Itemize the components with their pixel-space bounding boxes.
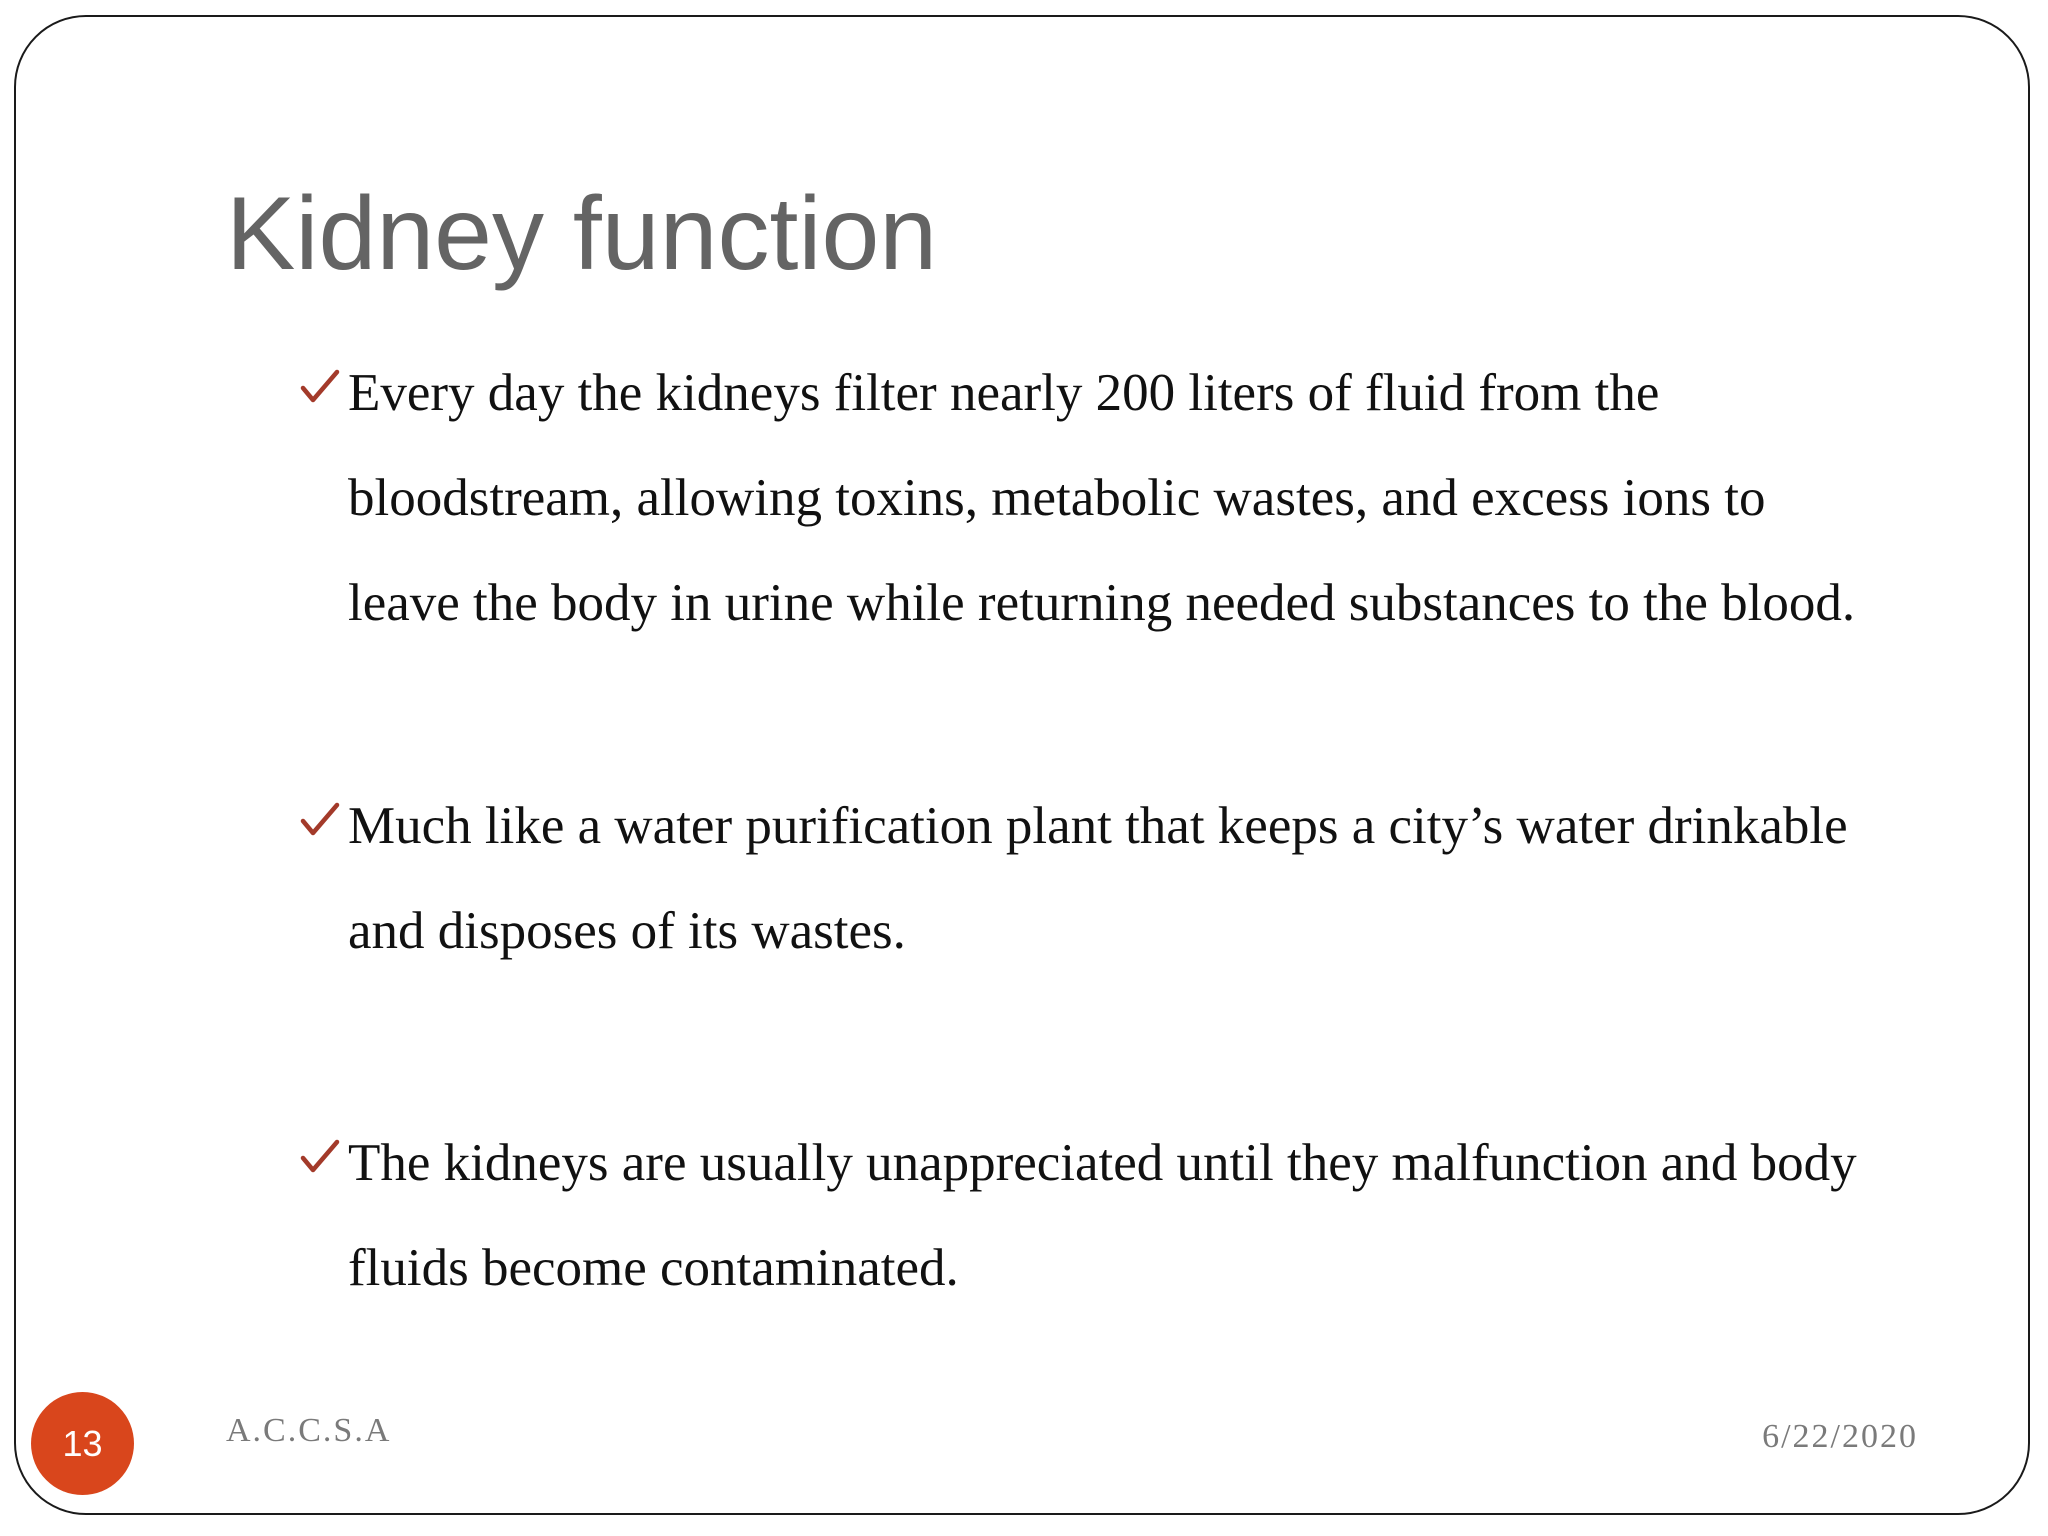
footer-author: A.C.C.S.A — [226, 1412, 392, 1449]
bullet-item — [300, 1111, 1880, 1321]
bullet-item — [300, 774, 1880, 984]
bullet-text: The kidneys are usually unappreciated until they malfunction and body fluids become contaminated. — [348, 1134, 1857, 1297]
bullet-text: Much like a water purification plant that keeps a city’s water drinkable and disposes of its wastes. — [348, 797, 1848, 960]
checkmark-icon — [300, 774, 344, 879]
slide-number-badge: 13 — [31, 1392, 134, 1495]
slide-title: Kidney function — [226, 176, 938, 292]
footer-date: 6/22/2020 — [1762, 1418, 1918, 1455]
checkmark-icon — [300, 1111, 344, 1216]
checkmark-icon — [300, 341, 344, 446]
bullet-text: Every day the kidneys filter nearly 200 liters of fluid from the bloodstream, allowing toxins, metabolic wastes, and excess ions to leave the body in urine while returning needed substances to the blood. — [348, 364, 1856, 632]
bullet-item — [300, 341, 1880, 656]
